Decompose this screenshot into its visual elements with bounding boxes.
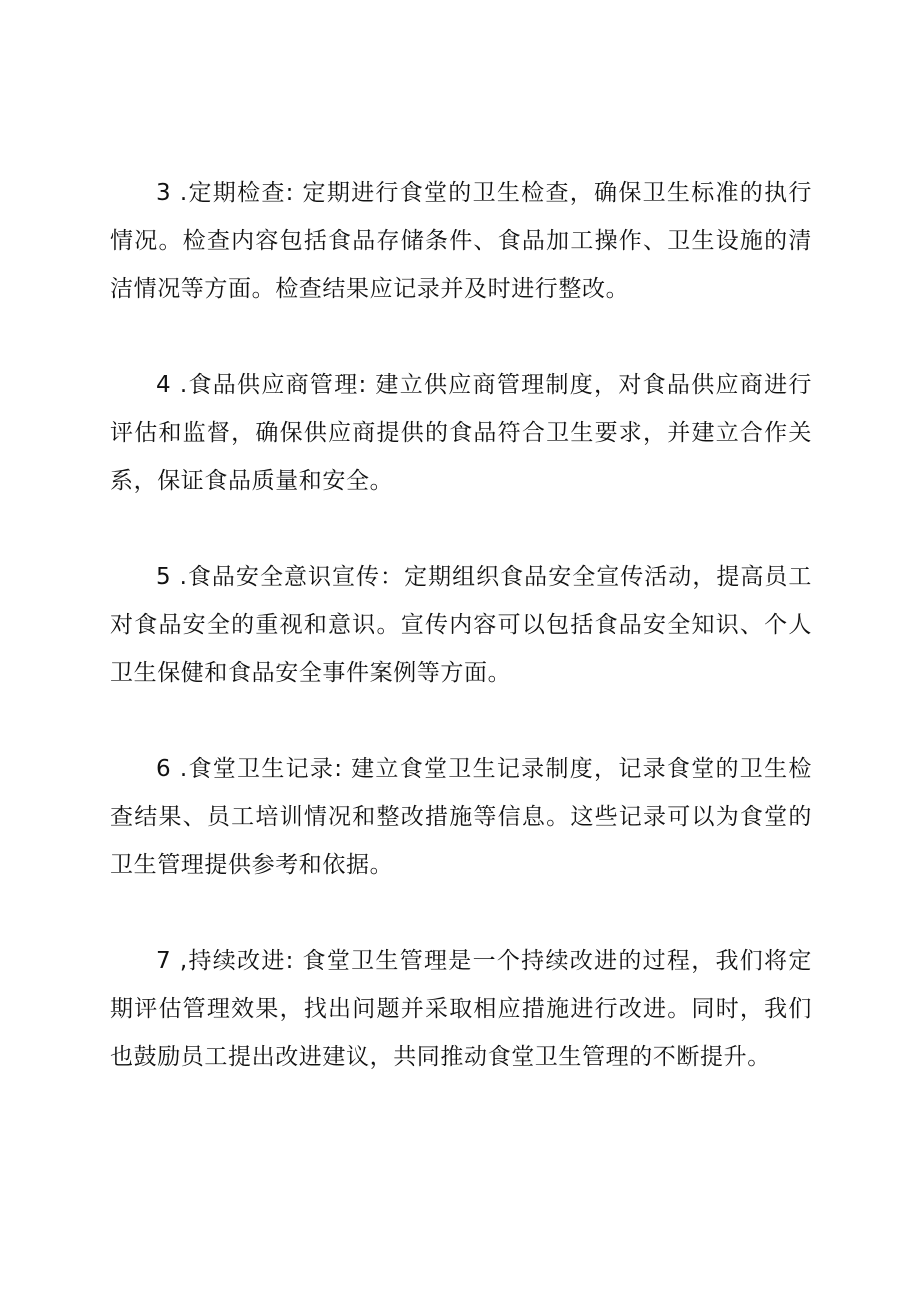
paragraph-continuous-improvement: 7 ,持续改进: 食堂卫生管理是一个持续改进的过程，我们将定期评估管理效果，找出问题并采取相应措施进行改进。同时，我们也鼓励员工提出改进建议，共同推动食堂卫生管理的不断提升。 [110,948,812,1070]
paragraph-safety-awareness: 5 .食品安全意识宣传：定期组织食品安全宣传活动，提高员工对食品安全的重视和意识。宣传内容可以包括食品安全知识、个人卫生保健和食品安全事件案例等方面。 [110,564,812,686]
paragraph-supplier-management: 4 .食品供应商管理: 建立供应商管理制度，对食品供应商进行评估和监督，确保供应商提供的食品符合卫生要求，并建立合作关系，保证食品质量和安全。 [110,372,812,494]
paragraph-periodic-inspection: 3 .定期检查: 定期进行食堂的卫生检查，确保卫生标准的执行情况。检查内容包括食品存储条件、食品加工操作、卫生设施的清洁情况等方面。检查结果应记录并及时进行整改。 [110,180,812,302]
paragraph-hygiene-records: 6 .食堂卫生记录: 建立食堂卫生记录制度，记录食堂的卫生检查结果、员工培训情况和整改措施等信息。这些记录可以为食堂的卫生管理提供参考和依据。 [110,756,812,878]
